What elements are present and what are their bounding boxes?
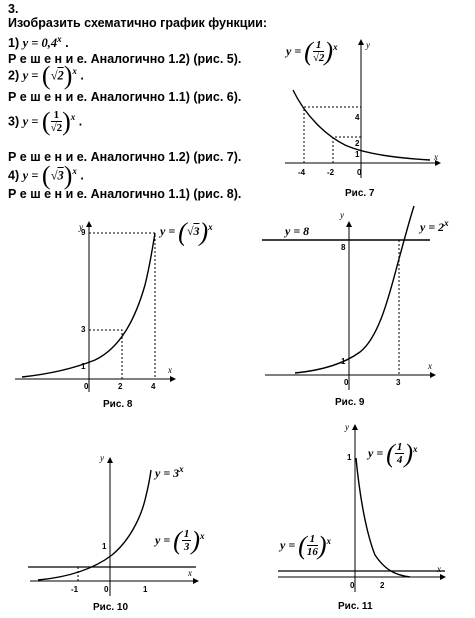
fig10-tick-x-neg1: -1	[71, 585, 79, 594]
item-2-exp: x	[72, 66, 77, 77]
fig9-tick-x-3: 3	[396, 378, 401, 387]
fig8-axis-x-label: x	[168, 365, 172, 375]
item-3-number: 3)	[8, 114, 20, 129]
fig9-tick-x-0: 0	[344, 378, 349, 387]
fig7-caption: Рис. 7	[345, 188, 375, 199]
fig8-axis-y-label: y	[79, 222, 83, 232]
item-2-radicand: 2	[57, 68, 64, 83]
item-4-radicand: 3	[57, 168, 64, 183]
fig11-tick-x-0: 0	[350, 581, 355, 590]
item-1-number: 1)	[8, 36, 20, 51]
fig11-caption: Рис. 11	[338, 601, 373, 612]
task-statement: Изобразить схематично график функции:	[8, 16, 268, 30]
fig11-line-label: y = ( $\frac{1}{16}$ )$^x$	[280, 531, 332, 560]
fig9-caption: Рис. 9	[335, 397, 365, 408]
fig7-tick-y-4: 4	[355, 113, 360, 122]
fig8-tick-x-2: 2	[118, 382, 123, 391]
fig11-axis-y-label: y	[345, 422, 349, 432]
fig10-curve	[38, 470, 151, 580]
item-2-func: y =	[22, 68, 39, 83]
fig8-caption: Рис. 8	[103, 399, 133, 410]
fig8-tick-x-4: 4	[151, 382, 156, 391]
fig7-tick-x-0: 0	[357, 168, 362, 177]
item-2-number: 2)	[8, 68, 20, 83]
fig7-tick-x-neg4: -4	[298, 168, 306, 177]
fig10-tick-x-0: 0	[104, 585, 109, 594]
fig7-tick-y-2: 2	[355, 139, 360, 148]
fig9-curve	[295, 206, 414, 373]
fig11-tick-y-1: 1	[347, 453, 352, 462]
fig7-axis-x-label: x	[434, 152, 438, 162]
fig9-axis-x-label: x	[428, 361, 432, 371]
fig11-tick-x-2: 2	[380, 581, 385, 590]
fig8-tick-y-9: 9	[81, 228, 86, 237]
item-3-frac-den: √2	[50, 122, 63, 134]
fig8-tick-y-1: 1	[81, 362, 86, 371]
fig10-tick-x-1: 1	[143, 585, 148, 594]
fig9-tick-y-1: 1	[341, 357, 346, 366]
fig9-curve-label: $y = 2^x$	[420, 218, 449, 234]
fig10-axis-x-label: x	[188, 568, 192, 578]
item-1-func: y = 0,4	[22, 36, 58, 51]
item-4-exp: x	[72, 166, 77, 177]
fig9-axis-y-label: y	[340, 210, 344, 220]
figure-11	[278, 425, 445, 592]
item-4-func: y =	[22, 168, 39, 183]
fig8-func-label: $y = (√3)^x$	[160, 217, 213, 247]
fig9-tick-y-8: 8	[341, 243, 346, 252]
fig11-axis-x-label: x	[437, 564, 441, 574]
item-4-solution: Р е ш е н и е. Аналогично 1.1) (рис. 8).	[8, 187, 242, 201]
fig7-axis-y-label: y	[366, 40, 370, 50]
fig10-axis-y-label: y	[100, 453, 104, 463]
item-3-solution: Р е ш е н и е. Аналогично 1.2) (рис. 7).	[8, 150, 242, 164]
fig8-tick-x-0: 0	[84, 382, 89, 391]
problem-number: 3.	[8, 2, 19, 16]
figure-8	[15, 222, 175, 392]
item-3-func: y =	[22, 114, 39, 129]
item-3-exp: x	[70, 112, 76, 123]
item-4-number: 4)	[8, 168, 20, 183]
fig10-line-label: y = ( $\frac{1}{3}$ )$^x$	[155, 526, 205, 555]
fig11-curve-label: y = ( $\frac{1}{4}$ )$^x$	[368, 439, 418, 468]
fig9-line-label: y = 8	[285, 224, 310, 238]
item-1-exp: x	[57, 34, 62, 44]
item-1: 1) $y = 0,4^x$ .	[8, 34, 69, 51]
fig7-func-label: y = ( $\frac{1}{√2}$ )$^x$	[286, 37, 338, 66]
fig7-tick-y-1: 1	[355, 150, 360, 159]
fig10-caption: Рис. 10	[93, 602, 129, 613]
fig8-tick-y-3: 3	[81, 325, 86, 334]
fig8-guide-3	[89, 330, 122, 379]
item-3: 3) y = ( $\frac{1}{√2}$ )$^x$ .	[8, 107, 83, 136]
fig7-tick-x-neg2: -2	[327, 168, 335, 177]
fig10-tick-y-1: 1	[102, 542, 107, 551]
fig11-curve	[356, 458, 410, 577]
fig10-curve-label: $y = 3^x$	[155, 464, 184, 480]
item-3-frac-num: 1	[51, 110, 63, 122]
item-4: 4) $y = (√3)^x$ .	[8, 161, 84, 190]
item-2: 2) $y = (√2)^x$ .	[8, 61, 84, 90]
item-1-solution: Р е ш е н и е. Аналогично 1.2) (рис. 5).	[8, 52, 242, 66]
item-2-solution: Р е ш е н и е. Аналогично 1.1) (рис. 6).	[8, 90, 242, 104]
